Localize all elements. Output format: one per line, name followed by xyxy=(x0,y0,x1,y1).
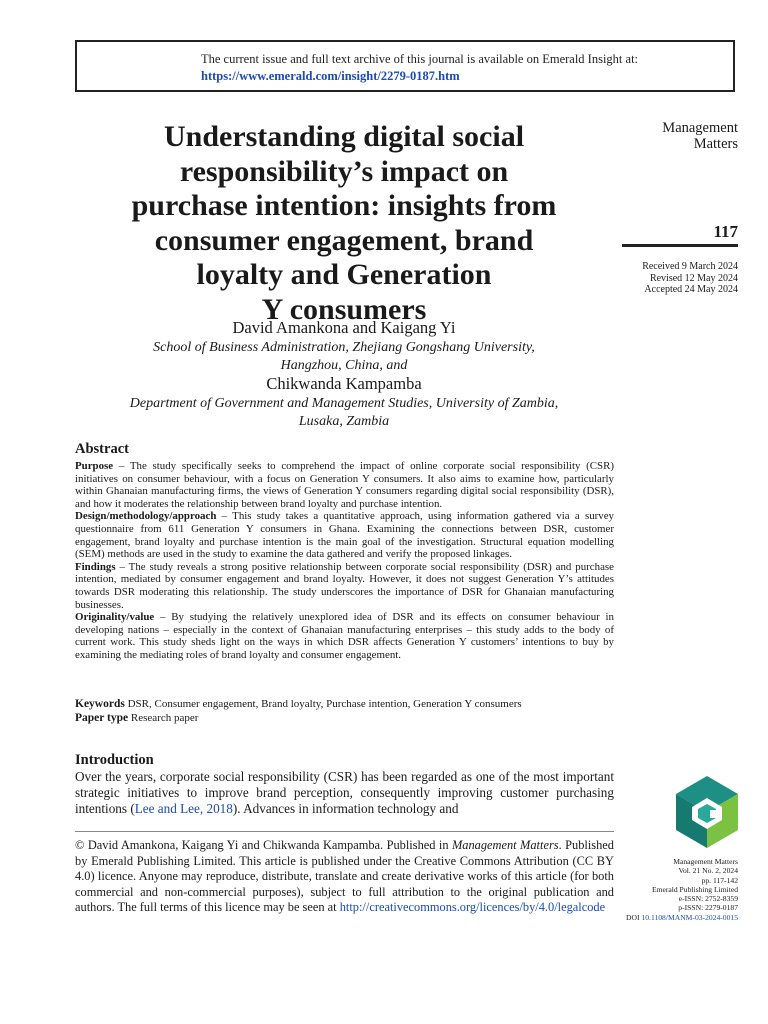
abstract-purpose: Purpose – The study specifically seeks to comprehend the impact of online corporate social responsibility (CSR) initiatives on consumer behaviour, with a focus on Generation Y consumers. It also aims to examine how, particularly within Ghanaian manufacturing firms, the views of Generation Y consumers regarding digital social responsibility (DSR), and how it moderates the relationship between brand loyalty and purchase intention. xyxy=(75,460,614,510)
pub-pages: pp. 117-142 xyxy=(701,875,738,885)
pub-publisher: Emerald Publishing Limited xyxy=(651,884,738,894)
introduction-paragraph: Over the years, corporate social responsibility (CSR) has been regarded as one of the most important strategic initiatives to improve brand perception, consequently improving customer purchasing intentions (Lee and Lee, 2018). Advances in information technology and xyxy=(75,769,614,816)
archive-notice-text: The current issue and full text archive of this journal is available on Emerald Insight at: xyxy=(201,52,639,66)
abstract-heading: Abstract xyxy=(75,441,129,457)
introduction-heading: Introduction xyxy=(75,752,154,768)
journal-name: Management Matters xyxy=(662,120,738,152)
title-line: responsibility’s impact on xyxy=(179,154,509,188)
footnote-divider xyxy=(75,831,614,832)
keywords: Keywords DSR, Consumer engagement, Brand loyalty, Purchase intention, Generation Y consumers xyxy=(75,698,522,710)
abstract-design: Design/methodology/approach – This study takes a quantitative approach, using information gathered via a survey questionnaire from 611 Generation Y consumers in Ghana. Examining the connections between DSR, customer engagement, brand loyalty and purchase intention is the main goal of the investigation. Structural equation modelling (SEM) methods are used in the study to examine the data gathered and verify the proposed linkages. xyxy=(75,510,614,561)
author-names-1: David Amankona and Kaigang Yi xyxy=(232,318,456,337)
title-line: consumer engagement, brand xyxy=(154,223,534,257)
page-number: 117 xyxy=(713,222,738,241)
revised-date: Revised 12 May 2024 xyxy=(649,272,738,284)
pub-journal: Management Matters xyxy=(673,857,738,866)
submission-dates xyxy=(642,261,738,296)
abstract-body xyxy=(75,460,614,662)
pub-volume: Vol. 21 No. 2, 2024 xyxy=(678,866,738,876)
affiliation-2: Department of Government and Management Studies, University of Zambia, Lusaka, Zambia xyxy=(129,396,559,429)
licence-link[interactable]: http://creativecommons.org/licences/by/4.0/legalcode xyxy=(339,900,606,915)
citation-link[interactable]: Lee and Lee, 2018 xyxy=(134,801,233,816)
pub-eissn: e-ISSN: 2752-8359 xyxy=(678,894,738,904)
accepted-date: Accepted 24 May 2024 xyxy=(644,284,738,295)
affiliation-1: School of Business Administration, Zhejiang Gongshang University, Hangzhou, China, and xyxy=(153,340,535,373)
title-line: Y consumers xyxy=(261,292,427,326)
doi-link[interactable]: 10.1108/MANM-03-2024-0015 xyxy=(641,912,738,922)
received-date: Received 9 March 2024 xyxy=(642,261,738,272)
keywords-block xyxy=(75,697,614,725)
copyright-notice: © David Amankona, Kaigang Yi and Chikwanda Kampamba. Published in Management Matters. Published by Emerald Publishing Limited. This article is published under the Creative Commons Attribution (CC BY 4.0) licence. Anyone may reproduce, distribute, translate and create derivative works of this article (for both commercial and non-commercial purposes), subject to full attribution to the original publication and authors. The full terms of this licence may be seen at http://creativecommons.org/licences/by/4.0/legalcode xyxy=(75,838,614,915)
archive-url-link[interactable]: https://www.emerald.com/insight/2279-0187.htm xyxy=(201,69,460,83)
title-line: purchase intention: insights from xyxy=(131,189,557,222)
title-line: loyalty and Generation xyxy=(196,258,492,291)
archive-notice-box xyxy=(75,40,735,92)
pub-doi: DOI 10.1108/MANM-03-2024-0015 xyxy=(626,912,738,922)
abstract-findings: Findings – The study reveals a strong positive relationship between corporate social responsibility (DSR) and purchase intention, mediated by consumer engagement and brand loyalty. However, it does not suggest Generation Y’s attitudes towards DSR moderating this relationship. The study underscores the importance of DSR for Ghanaian manufacturing businesses. xyxy=(75,560,614,611)
article-title xyxy=(74,120,614,327)
margin-rule xyxy=(622,244,738,247)
emerald-logo-icon xyxy=(676,776,738,848)
title-line: Understanding digital social xyxy=(163,120,525,153)
pub-pissn: p-ISSN: 2279-0187 xyxy=(678,903,738,913)
publication-info xyxy=(626,857,738,922)
paper-type: Paper type Research paper xyxy=(75,712,199,724)
author-names-2: Chikwanda Kampamba xyxy=(266,374,422,393)
abstract-originality: Originality/value – By studying the relatively unexplored idea of DSR and its effects on consumer behaviour in developing nations – especially in the context of Ghanaian manufacturing enterprises – this study adds to the body of current work. This study sheds light on the ways in which DSR affects Generation Y customers’ intentions to buy by examining the mediating roles of brand loyalty and consumer engagement. xyxy=(75,611,614,661)
